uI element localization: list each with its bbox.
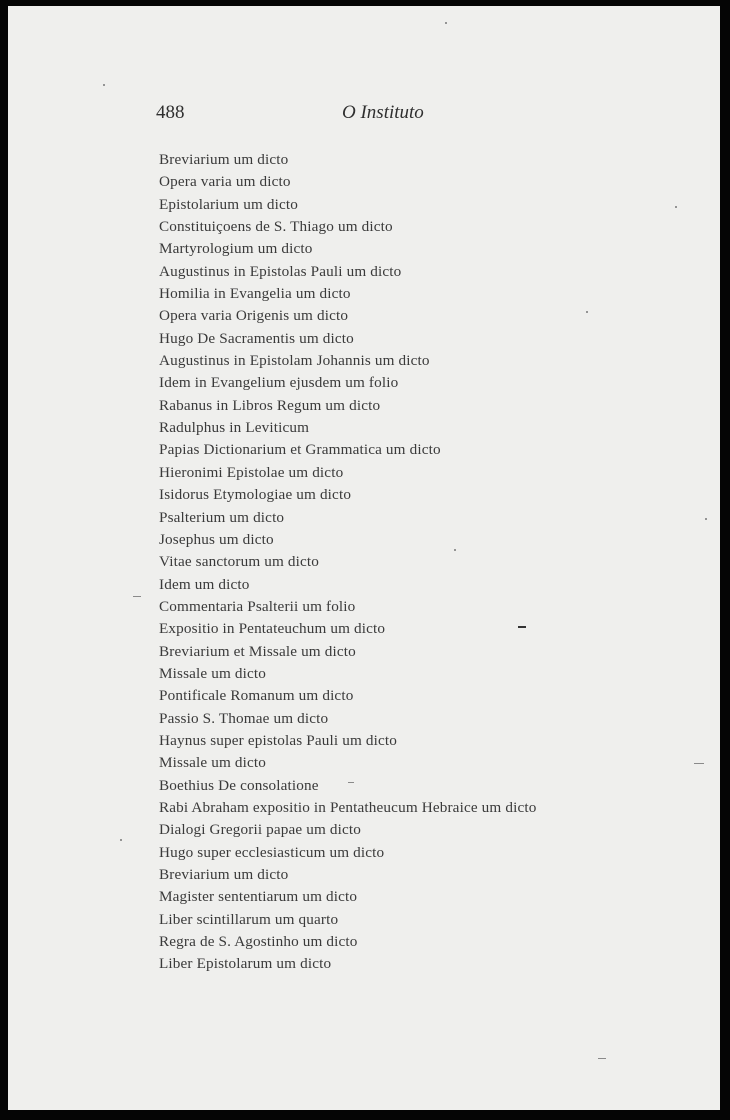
scan-mark (518, 626, 526, 628)
page-number: 488 (156, 102, 185, 123)
book-entry: Magister sententiarum um dicto (159, 888, 358, 906)
book-entry: Haynus super epistolas Pauli um dicto (159, 731, 397, 749)
book-entry: Augustinus in Epistolas Pauli um dicto (159, 262, 402, 280)
scan-speck (120, 839, 122, 841)
scan-mark (598, 1058, 606, 1059)
book-entry: Epistolarium um dicto (159, 195, 298, 213)
book-entry: Constituiçoens de S. Thiago um dicto (159, 218, 393, 236)
scan-mark (348, 782, 354, 783)
book-entry: Vitae sanctorum um dicto (159, 553, 320, 571)
book-entry: Liber scintillarum um quarto (159, 910, 339, 928)
book-entry: Breviarium um dicto (159, 866, 289, 883)
book-entry: Psalterium um dicto (159, 508, 285, 526)
book-entry: Boethius De consolatione (159, 776, 319, 794)
book-entry: Opera varia Origenis um dicto (159, 307, 349, 325)
book-entry: Missale um dicto (159, 664, 267, 682)
book-entry: Rabanus in Libros Regum um dicto (159, 396, 381, 414)
book-entry: Commentaria Psalterii um folio (159, 597, 356, 615)
scan-mark (694, 763, 704, 764)
book-entry: Hieronimi Epistolae um dicto (159, 463, 344, 481)
book-entry: Hugo De Sacramentis um dicto (159, 329, 354, 347)
book-entry: Augustinus in Epistolam Johannis um dicto (159, 352, 430, 370)
page-header (8, 102, 720, 130)
book-entry: Regra de S. Agostinho um dicto (159, 933, 358, 951)
running-title: O Instituto (342, 102, 424, 123)
book-entry: Homilia in Evangelia um dicto (159, 285, 351, 303)
scan-speck (705, 518, 707, 520)
book-entry: Expositio in Pentateuchum um dicto (159, 620, 386, 638)
scan-speck (445, 22, 447, 24)
book-entry: Papias Dictionarium et Grammatica um dicto (159, 441, 441, 459)
book-entry: Rabi Abraham expositio in Pentatheucum Hebraice um dicto (159, 798, 537, 816)
book-entry: Breviarium et Missale um dicto (159, 642, 356, 660)
book-entry: Idem in Evangelium ejusdem um folio (159, 374, 399, 392)
book-entry: Passio S. Thomae um dicto (159, 709, 329, 727)
scan-speck (586, 311, 588, 313)
book-entry: Martyrologium um dicto (159, 240, 313, 258)
book-entry: Liber Epistolarum um dicto (159, 955, 332, 973)
book-list (159, 149, 536, 976)
book-entry: Radulphus in Leviticum (159, 419, 310, 437)
book-entry: Opera varia um dicto (159, 173, 291, 191)
book-entry: Isidorus Etymologiae um dicto (159, 486, 352, 504)
book-entry: Idem um dicto (159, 575, 250, 593)
scan-speck (103, 84, 105, 86)
scan-speck (675, 206, 677, 208)
book-entry: Dialogi Gregorii papae um dicto (159, 821, 362, 839)
scan-mark (133, 596, 141, 597)
scanned-page (8, 6, 720, 1110)
book-entry: Josephus um dicto (159, 530, 274, 548)
book-entry: Pontificale Romanum um dicto (159, 687, 354, 705)
book-entry: Hugo super ecclesiasticum um dicto (159, 843, 385, 861)
scan-speck (454, 549, 456, 551)
book-entry: Breviarium um dicto (159, 151, 289, 168)
book-entry: Missale um dicto (159, 754, 267, 772)
